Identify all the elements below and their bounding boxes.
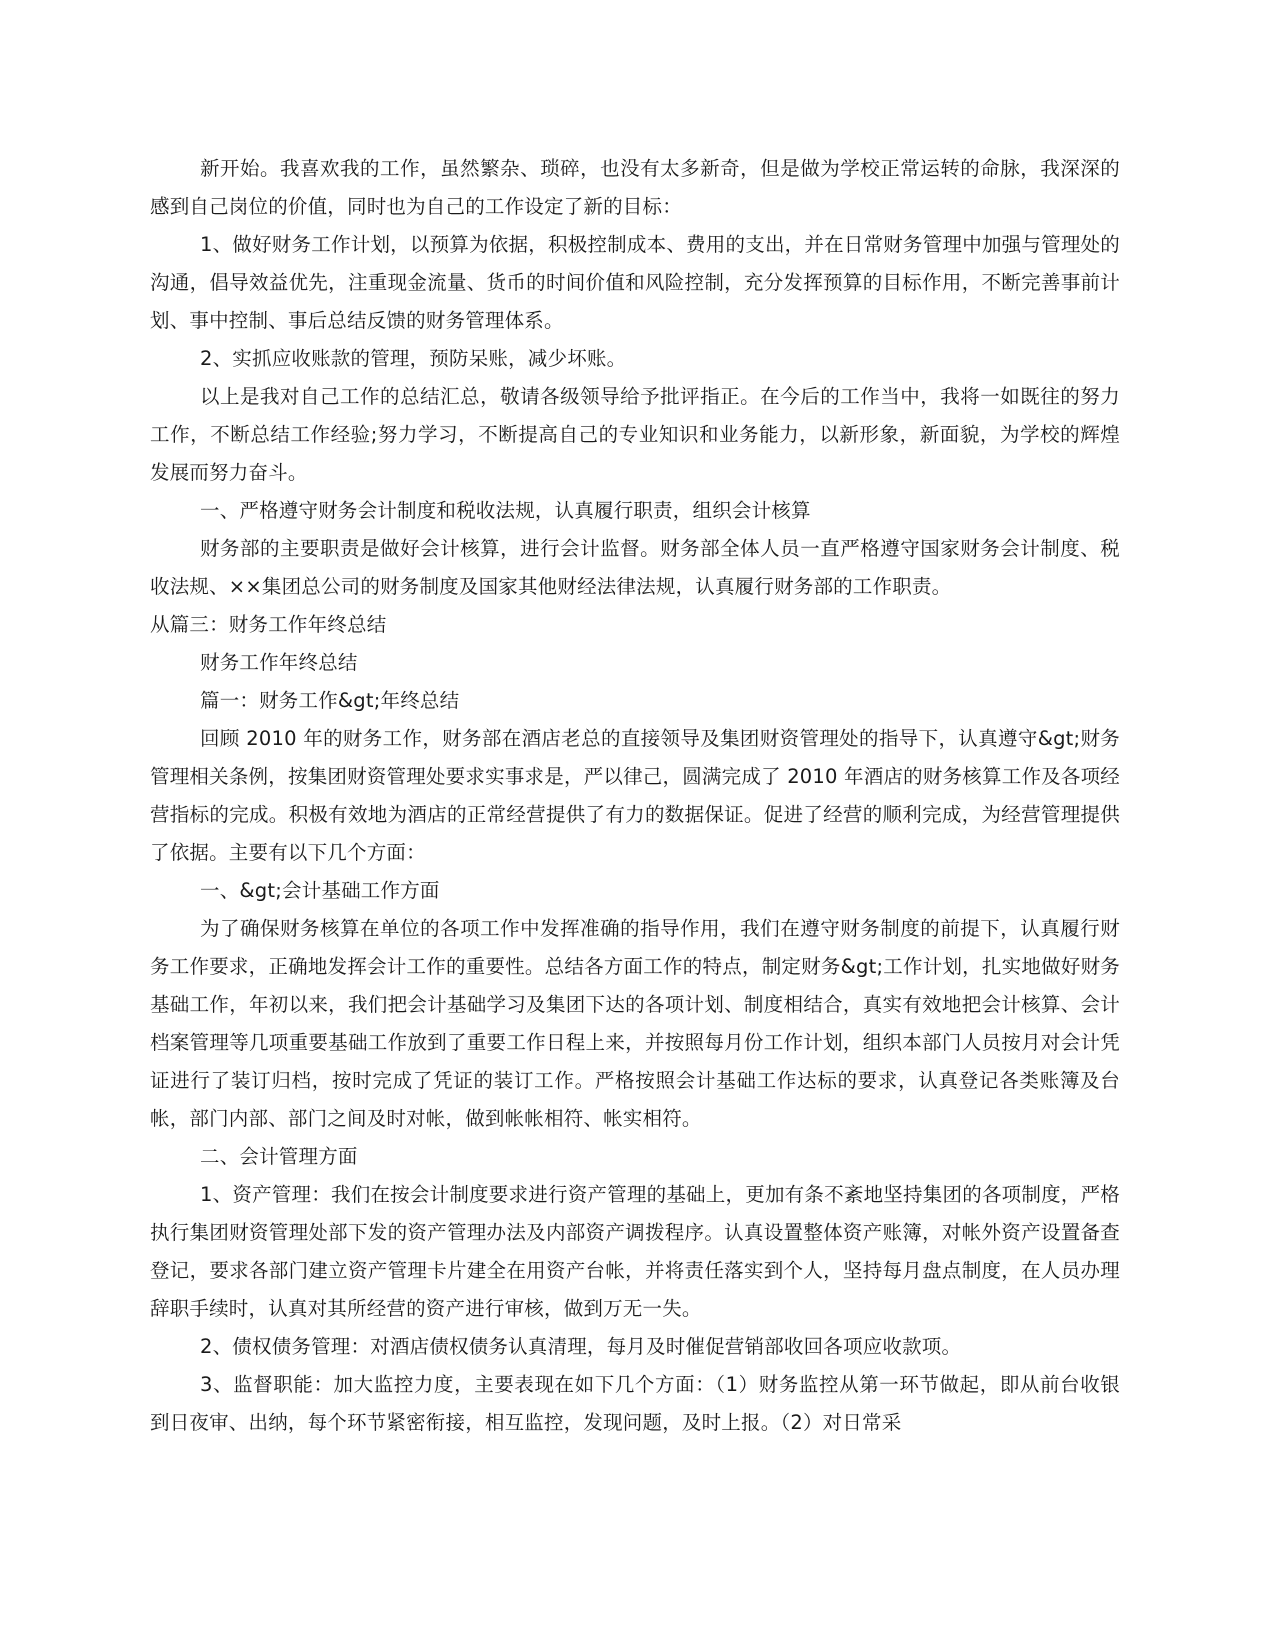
paragraph: 新开始。我喜欢我的工作，虽然繁杂、琐碎，也没有太多新奇，但是做为学校正常运转的命脉，我深深的感到自己岗位的价值，同时也为自己的工作设定了新的目标： [150, 157, 1120, 218]
paragraph: 为了确保财务核算在单位的各项工作中发挥准确的指导作用，我们在遵守财务制度的前提下，认真履行财务工作要求，正确地发挥会计工作的重要性。总结各方面工作的特点，制定财务&gt;工作计划，扎实地做好财务基础工作，年初以来，我们把会计基础学习及集团下达的各项计划、制度相结合，真实有效地把会计核算、会计档案管理等几项重要基础工作放到了重要工作日程上来，并按照每月份工作计划，组织本部门人员按月对会计凭证进行了装订归档，按时完成了凭证的装订工作。严格按照会计基础工作达标的要求，认真登记各类账簿及台帐，部门内部、部门之间及时对帐，做到帐帐相符、帐实相符。 [150, 917, 1120, 1130]
paragraph: 回顾 2010 年的财务工作，财务部在酒店老总的直接领导及集团财资管理处的指导下，认真遵守&gt;财务管理相关条例，按集团财资管理处要求实事求是，严以律己，圆满完成了 2010 年酒店的财务核算工作及各项经营指标的完成。积极有效地为酒店的正常经营提供了有力的数据保证。促进了经营的顺利完成，为经营管理提供了依据。主要有以下几个方面： [150, 727, 1120, 864]
paragraph: 以上是我对自己工作的总结汇总，敬请各级领导给予批评指正。在今后的工作当中，我将一如既往的努力工作，不断总结工作经验;努力学习，不断提高自己的专业知识和业务能力，以新形象，新面貌，为学校的辉煌发展而努力奋斗。 [150, 385, 1120, 484]
section-heading: 一、严格遵守财务会计制度和税收法规，认真履行职责，组织会计核算 [200, 499, 811, 522]
paragraph: 1、做好财务工作计划，以预算为依据，积极控制成本、费用的支出，并在日常财务管理中加强与管理处的沟通，倡导效益优先，注重现金流量、货币的时间价值和风险控制，充分发挥预算的目标作用，不断完善事前计划、事中控制、事后总结反馈的财务管理体系。 [150, 233, 1120, 332]
section-heading: 一、&gt;会计基础工作方面 [200, 879, 440, 902]
paragraph: 2、债权债务管理：对酒店债权债务认真清理，每月及时催促营销部收回各项应收款项。 [200, 1335, 962, 1358]
paragraph: 1、资产管理：我们在按会计制度要求进行资产管理的基础上，更加有条不紊地坚持集团的各项制度，严格执行集团财资管理处部下发的资产管理办法及内部资产调拨程序。认真设置整体资产账簿，对帐外资产设置备查登记，要求各部门建立资产管理卡片建全在用资产台帐，并将责任落实到个人，坚持每月盘点制度，在人员办理辞职手续时，认真对其所经营的资产进行审核，做到万无一失。 [150, 1183, 1120, 1320]
document-body [150, 150, 1120, 1442]
document-title: 财务工作年终总结 [200, 651, 358, 674]
paragraph: 2、实抓应收账款的管理，预防呆账，减少坏账。 [200, 347, 627, 370]
paragraph: 财务部的主要职责是做好会计核算，进行会计监督。财务部全体人员一直严格遵守国家财务会计制度、税收法规、××集团总公司的财务制度及国家其他财经法律法规，认真履行财务部的工作职责。 [150, 537, 1120, 598]
paragraph: 3、监督职能：加大监控力度，主要表现在如下几个方面：（1）财务监控从第一环节做起，即从前台收银到日夜审、出纳，每个环节紧密衔接，相互监控，发现问题，及时上报。（2）对日常采 [150, 1373, 1120, 1434]
article-title-line: 从篇三：财务工作年终总结 [150, 613, 387, 636]
chapter-heading: 篇一：财务工作&gt;年终总结 [200, 689, 460, 712]
section-heading: 二、会计管理方面 [200, 1145, 358, 1168]
